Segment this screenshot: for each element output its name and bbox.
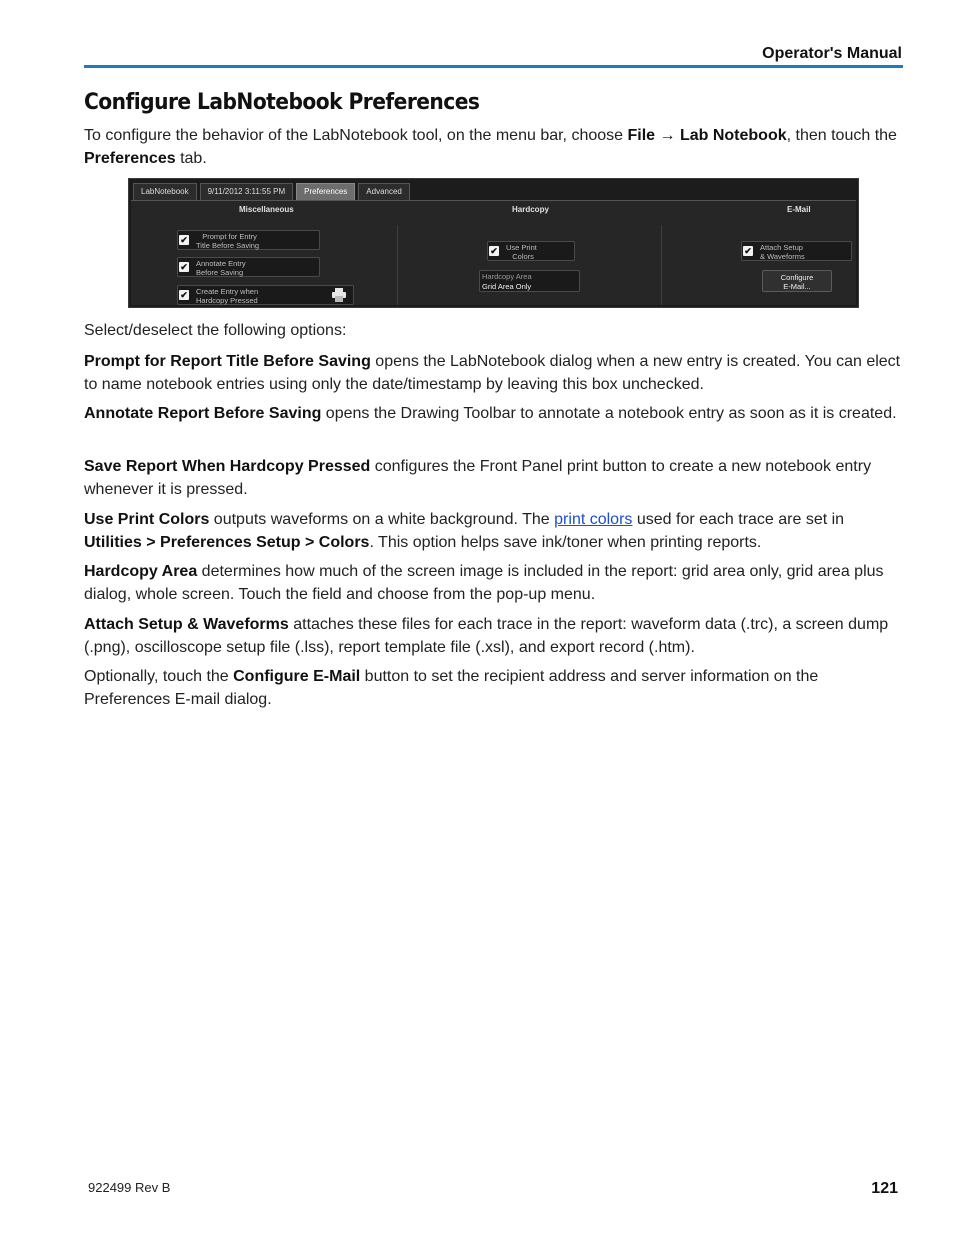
option-save-hardcopy: Save Report When Hardcopy Pressed configures the Front Panel print button to create a new notebook entry whenever it is pressed. bbox=[84, 458, 872, 498]
option-use-print-colors: Use Print Colors outputs waveforms on a white background. The print colors used for each trace are set in Utilities > Preferences Setup > Colors. This option helps save ink/toner when printing reports. bbox=[84, 511, 845, 551]
document-id: 922499 Rev B bbox=[88, 1180, 171, 1195]
checkbox-checked-icon: ✔ bbox=[180, 235, 188, 245]
tab-entry-timestamp[interactable]: 9/11/2012 3:11:55 PM bbox=[200, 183, 294, 201]
header-title: Operator's Manual bbox=[762, 45, 902, 62]
checkbox-label: Annotate Entry Before Saving bbox=[196, 259, 246, 277]
section-title-hardcopy: Hardcopy bbox=[512, 205, 549, 214]
checkbox-checked-icon: ✔ bbox=[180, 290, 188, 300]
option-prompt-title: Prompt for Report Title Before Saving opens the LabNotebook dialog when a new entry is created. You can elect to name notebook entries using only the date/timestamp by leaving this box unchecked. bbox=[84, 353, 901, 393]
select-instructions: Select/deselect the following options: bbox=[84, 322, 347, 339]
page-number: 121 bbox=[871, 1180, 898, 1197]
field-value: Grid Area Only bbox=[482, 282, 532, 291]
printer-icon bbox=[331, 288, 347, 302]
checkbox-checked-icon: ✔ bbox=[744, 246, 752, 256]
checkbox-label: Use Print Colors bbox=[506, 243, 537, 261]
checkbox-label: Attach Setup & Waveforms bbox=[760, 243, 805, 261]
option-annotate: Annotate Report Before Saving opens the Drawing Toolbar to annotate a notebook entry as soon as it is created. bbox=[84, 405, 897, 422]
field-label: Hardcopy Area bbox=[482, 272, 532, 281]
prompt-entry-title-checkbox[interactable] bbox=[177, 230, 320, 250]
dialog-tab-bar bbox=[133, 183, 410, 200]
dialog-body bbox=[131, 200, 856, 305]
header-rule bbox=[84, 65, 903, 68]
checkbox-label: Create Entry when Hardcopy Pressed bbox=[196, 287, 259, 305]
intro-paragraph: To configure the behavior of the LabNotebook tool, on the menu bar, choose File → Lab Notebook, then touch the Preferences tab. bbox=[84, 127, 897, 167]
section-title-miscellaneous: Miscellaneous bbox=[239, 205, 294, 214]
annotate-entry-checkbox[interactable] bbox=[177, 257, 320, 277]
preferences-dialog-screenshot bbox=[128, 178, 859, 308]
page-title: Configure LabNotebook Preferences bbox=[84, 90, 480, 115]
hardcopy-area-select[interactable] bbox=[479, 270, 580, 292]
create-entry-hardcopy-checkbox[interactable] bbox=[177, 285, 354, 305]
tab-advanced[interactable]: Advanced bbox=[358, 183, 410, 201]
option-configure-email: Optionally, touch the Configure E-Mail button to set the recipient address and server information on the Preferences E-mail dialog. bbox=[84, 668, 819, 708]
print-colors-link[interactable]: print colors bbox=[554, 511, 633, 528]
checkbox-label: Prompt for Entry Title Before Saving bbox=[196, 232, 260, 250]
button-label-line: E-Mail... bbox=[783, 282, 811, 291]
button-label-line: Configure bbox=[780, 273, 814, 282]
configure-email-button[interactable] bbox=[762, 270, 832, 292]
tab-labnotebook[interactable]: LabNotebook bbox=[133, 183, 197, 201]
attach-setup-waveforms-checkbox[interactable] bbox=[741, 241, 852, 261]
option-attach-setup: Attach Setup & Waveforms attaches these files for each trace in the report: waveform data (.trc), a screen dump (.png), oscilloscope setup file (.lss), report template file (.xsl), and export record (.htm). bbox=[84, 616, 889, 656]
section-divider bbox=[661, 225, 662, 305]
use-print-colors-checkbox[interactable] bbox=[487, 241, 575, 261]
checkbox-checked-icon: ✔ bbox=[180, 262, 188, 272]
option-hardcopy-area: Hardcopy Area determines how much of the screen image is included in the report: grid area only, grid area plus dialog, whole screen. Touch the field and choose from the pop-up menu. bbox=[84, 563, 884, 603]
section-title-email: E-Mail bbox=[787, 205, 811, 214]
tab-preferences[interactable]: Preferences bbox=[296, 183, 355, 201]
section-divider bbox=[397, 225, 398, 305]
checkbox-checked-icon: ✔ bbox=[490, 246, 498, 256]
